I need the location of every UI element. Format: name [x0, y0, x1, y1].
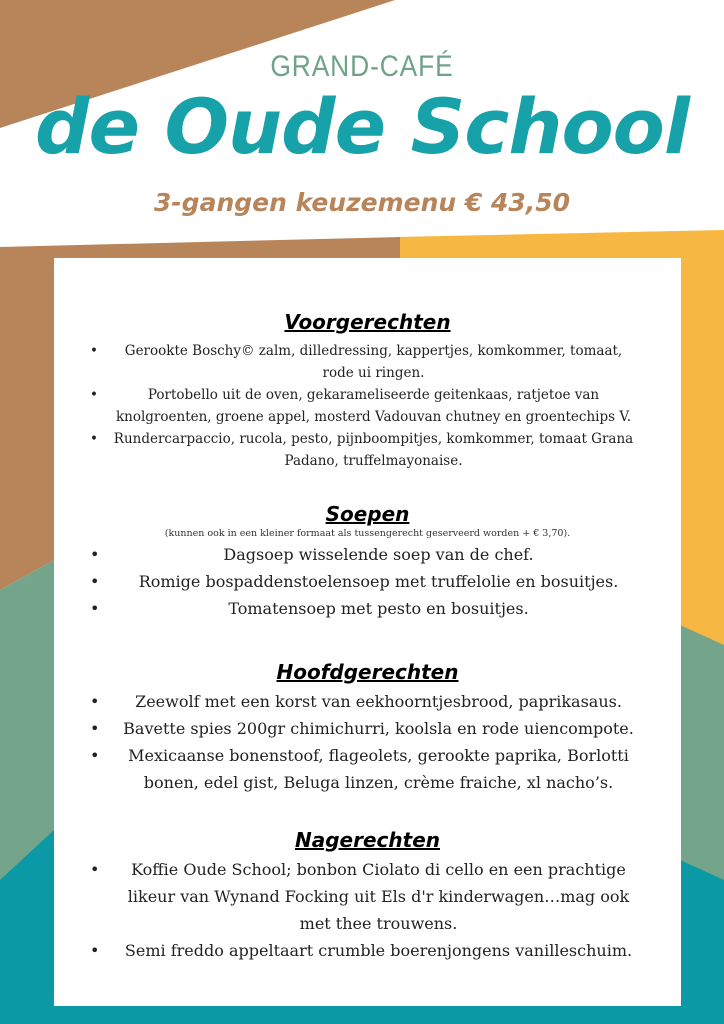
bullet-icon: • — [90, 431, 98, 447]
menu-price: 3-gangen keuzemenu € 43,50 — [153, 188, 571, 217]
bullet-icon: • — [90, 941, 100, 960]
teal-shape-right — [680, 860, 724, 1006]
green-shape-right — [680, 625, 724, 880]
list-item: • Gerookte Boschy© zalm, dilledressing, kappertjes, komkommer, tomaat, rode ui ringen. — [54, 340, 681, 384]
bullet-icon: • — [90, 719, 100, 738]
bullet-icon: • — [90, 860, 100, 879]
bullet-icon: • — [90, 599, 100, 618]
list-item: • Portobello uit de oven, gekarameliseerde geitenkaas, ratjetoe van knolgroenten, groene appel, mosterd Vadouvan chutney en groentechips V. — [54, 384, 681, 428]
header — [0, 0, 724, 240]
list-item: • Romige bospaddenstoelensoep met truffelolie en bosuitjes. — [54, 568, 681, 595]
list-item: • Zeewolf met een korst van eekhoorntjesbrood, paprikasaus. — [54, 688, 681, 715]
teal-bottom-band — [0, 1006, 724, 1024]
bullet-icon: • — [90, 692, 100, 711]
list-item: • Bavette spies 200gr chimichurri, koolsla en rode uiencompote. — [54, 715, 681, 742]
section-nagerechten — [54, 828, 681, 964]
green-shape-left — [0, 560, 54, 880]
section-title: Nagerechten — [295, 828, 440, 852]
item-list — [54, 688, 681, 796]
list-item: • Dagsoep wisselende soep van de chef. — [54, 541, 681, 568]
section-title: Hoofdgerechten — [276, 660, 459, 684]
bullet-icon: • — [90, 343, 98, 359]
list-item: • Mexicaanse bonenstoof, flageolets, gerookte paprika, Borlotti bonen, edel gist, Beluga linzen, crème fraiche, xl nacho’s. — [54, 742, 681, 796]
bullet-icon: • — [90, 572, 100, 591]
restaurant-title: de Oude School — [35, 82, 689, 171]
section-soepen — [54, 502, 681, 622]
list-item: • Tomatensoep met pesto en bosuitjes. — [54, 595, 681, 622]
item-list — [54, 856, 681, 964]
section-title: Soepen — [325, 502, 410, 526]
list-item: • Koffie Oude School; bonbon Ciolato di cello en een prachtige likeur van Wynand Focking uit Els d'r kinderwagen…mag ook met thee trouwens. — [54, 856, 681, 937]
bullet-icon: • — [90, 545, 100, 564]
section-hoofdgerechten — [54, 660, 681, 796]
item-list — [54, 340, 681, 472]
menu-card — [54, 258, 681, 1006]
subtitle: GRAND-CAFÉ — [270, 50, 454, 83]
section-title: Voorgerechten — [284, 310, 451, 334]
soepen-note: (kunnen ook in een kleiner formaat als tussengerecht geserveerd worden + € 3,70). — [164, 528, 571, 539]
section-voorgerechten — [54, 310, 681, 472]
item-list — [54, 541, 681, 622]
list-item: • Semi freddo appeltaart crumble boerenjongens vanilleschuim. — [54, 937, 681, 964]
bullet-icon: • — [90, 746, 100, 765]
bullet-icon: • — [90, 387, 98, 403]
list-item: • Rundercarpaccio, rucola, pesto, pijnboompitjes, komkommer, tomaat Grana Padano, truffelmayonaise. — [54, 428, 681, 472]
